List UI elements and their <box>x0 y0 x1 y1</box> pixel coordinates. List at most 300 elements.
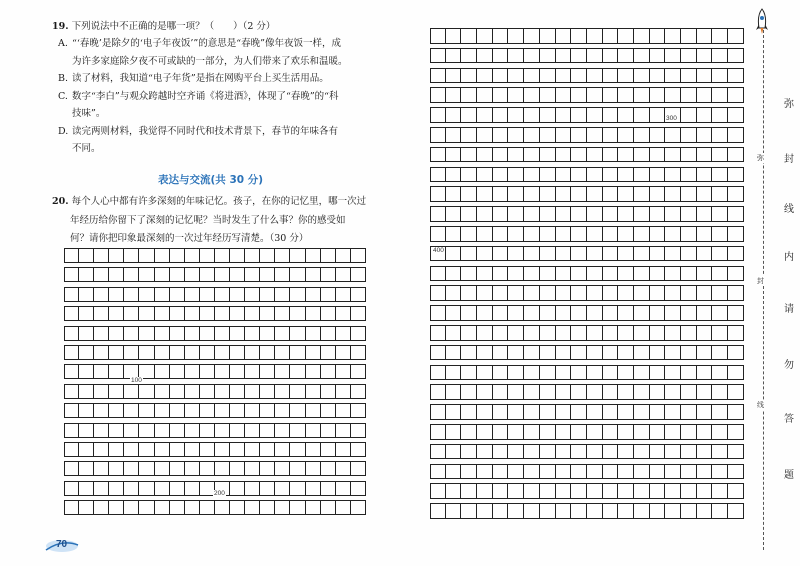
grid-cell[interactable] <box>170 481 185 496</box>
grid-cell[interactable] <box>728 464 744 480</box>
grid-cell[interactable] <box>603 424 619 440</box>
grid-cell[interactable] <box>109 326 124 341</box>
grid-cell[interactable] <box>230 461 245 476</box>
grid-cell[interactable] <box>306 248 321 263</box>
grid-cell[interactable] <box>109 423 124 438</box>
grid-cell[interactable] <box>650 68 666 84</box>
grid-cell[interactable] <box>728 147 744 163</box>
grid-cell[interactable] <box>712 384 728 400</box>
grid-cell[interactable] <box>493 167 509 183</box>
grid-cell[interactable] <box>139 306 154 321</box>
grid-cell[interactable] <box>200 345 215 360</box>
grid-cell[interactable] <box>306 345 321 360</box>
grid-cell[interactable] <box>556 68 572 84</box>
grid-cell[interactable] <box>477 483 493 499</box>
grid-cell[interactable] <box>200 364 215 379</box>
grid-cell[interactable] <box>215 403 230 418</box>
grid-cell[interactable] <box>321 345 336 360</box>
grid-cell[interactable] <box>634 345 650 361</box>
grid-cell[interactable] <box>139 384 154 399</box>
grid-cell[interactable] <box>508 404 524 420</box>
grid-cell[interactable] <box>681 206 697 222</box>
grid-cell[interactable] <box>587 503 603 519</box>
grid-cell[interactable] <box>321 481 336 496</box>
grid-cell[interactable] <box>200 403 215 418</box>
grid-cell[interactable] <box>650 483 666 499</box>
grid-cell[interactable] <box>634 48 650 64</box>
grid-cell[interactable] <box>139 423 154 438</box>
grid-cell[interactable] <box>200 248 215 263</box>
grid-cell[interactable] <box>712 424 728 440</box>
grid-cell[interactable] <box>587 266 603 282</box>
grid-cell[interactable] <box>461 127 477 143</box>
grid-cell[interactable] <box>634 464 650 480</box>
grid-cell[interactable] <box>446 464 462 480</box>
grid-cell[interactable] <box>618 68 634 84</box>
grid-cell[interactable] <box>728 127 744 143</box>
grid-cell[interactable] <box>185 326 200 341</box>
grid-cell[interactable] <box>170 500 185 515</box>
grid-cell[interactable] <box>587 48 603 64</box>
grid-cell[interactable] <box>571 28 587 44</box>
grid-cell[interactable] <box>430 87 446 103</box>
grid-cell[interactable] <box>587 483 603 499</box>
grid-cell[interactable] <box>430 424 446 440</box>
grid-cell[interactable] <box>155 267 170 282</box>
grid-cell[interactable] <box>697 305 713 321</box>
grid-cell[interactable] <box>556 48 572 64</box>
grid-cell[interactable] <box>94 461 109 476</box>
grid-cell[interactable] <box>665 325 681 341</box>
grid-cell[interactable] <box>430 206 446 222</box>
grid-cell[interactable] <box>524 464 540 480</box>
grid-cell[interactable] <box>524 503 540 519</box>
grid-cell[interactable] <box>603 384 619 400</box>
grid-cell[interactable] <box>200 423 215 438</box>
grid-cell[interactable] <box>430 285 446 301</box>
grid-cell[interactable] <box>540 226 556 242</box>
grid-cell[interactable] <box>665 28 681 44</box>
grid-cell[interactable] <box>290 384 305 399</box>
grid-cell[interactable] <box>508 266 524 282</box>
grid-cell[interactable] <box>697 325 713 341</box>
grid-cell[interactable] <box>336 364 351 379</box>
grid-cell[interactable] <box>587 226 603 242</box>
grid-cell[interactable] <box>634 87 650 103</box>
grid-cell[interactable] <box>508 325 524 341</box>
grid-cell[interactable] <box>215 423 230 438</box>
grid-cell[interactable] <box>697 48 713 64</box>
grid-cell[interactable] <box>697 186 713 202</box>
grid-cell[interactable] <box>351 287 366 302</box>
grid-cell[interactable] <box>681 28 697 44</box>
grid-cell[interactable] <box>587 167 603 183</box>
grid-cell[interactable] <box>524 246 540 262</box>
grid-cell[interactable] <box>665 365 681 381</box>
grid-cell[interactable] <box>493 464 509 480</box>
grid-cell[interactable] <box>290 423 305 438</box>
grid-cell[interactable] <box>618 266 634 282</box>
grid-cell[interactable] <box>650 365 666 381</box>
grid-cell[interactable] <box>461 226 477 242</box>
grid-cell[interactable] <box>260 306 275 321</box>
grid-cell[interactable] <box>665 246 681 262</box>
grid-cell[interactable] <box>64 287 79 302</box>
grid-cell[interactable] <box>697 503 713 519</box>
grid-cell[interactable] <box>461 384 477 400</box>
grid-cell[interactable] <box>446 285 462 301</box>
grid-cell[interactable] <box>556 186 572 202</box>
grid-cell[interactable] <box>650 464 666 480</box>
grid-cell[interactable] <box>79 345 94 360</box>
grid-cell[interactable] <box>170 248 185 263</box>
grid-cell[interactable] <box>587 147 603 163</box>
grid-cell[interactable] <box>603 483 619 499</box>
grid-cell[interactable] <box>728 404 744 420</box>
grid-cell[interactable] <box>109 403 124 418</box>
grid-cell[interactable] <box>230 442 245 457</box>
grid-cell[interactable] <box>650 226 666 242</box>
grid-cell[interactable] <box>681 48 697 64</box>
grid-cell[interactable] <box>446 483 462 499</box>
grid-cell[interactable] <box>540 246 556 262</box>
grid-cell[interactable] <box>556 384 572 400</box>
grid-cell[interactable] <box>508 285 524 301</box>
grid-cell[interactable] <box>306 287 321 302</box>
grid-cell[interactable] <box>155 384 170 399</box>
grid-cell[interactable] <box>446 127 462 143</box>
grid-cell[interactable] <box>430 68 446 84</box>
grid-cell[interactable] <box>571 345 587 361</box>
grid-cell[interactable] <box>477 28 493 44</box>
grid-cell[interactable] <box>728 266 744 282</box>
grid-cell[interactable] <box>64 364 79 379</box>
grid-cell[interactable] <box>681 285 697 301</box>
grid-cell[interactable] <box>665 87 681 103</box>
grid-cell[interactable] <box>155 306 170 321</box>
grid-cell[interactable] <box>139 442 154 457</box>
grid-cell[interactable] <box>306 403 321 418</box>
grid-cell[interactable] <box>79 326 94 341</box>
grid-cell[interactable] <box>603 167 619 183</box>
grid-cell[interactable] <box>94 481 109 496</box>
grid-cell[interactable] <box>446 87 462 103</box>
grid-cell[interactable] <box>665 127 681 143</box>
grid-cell[interactable] <box>306 306 321 321</box>
grid-cell[interactable] <box>571 404 587 420</box>
grid-cell[interactable] <box>64 423 79 438</box>
grid-cell[interactable] <box>155 345 170 360</box>
grid-cell[interactable] <box>124 461 139 476</box>
grid-cell[interactable] <box>712 48 728 64</box>
grid-cell[interactable] <box>650 305 666 321</box>
grid-cell[interactable] <box>446 444 462 460</box>
grid-cell[interactable] <box>64 461 79 476</box>
grid-cell[interactable] <box>712 167 728 183</box>
grid-cell[interactable] <box>540 107 556 123</box>
grid-cell[interactable] <box>245 326 260 341</box>
grid-cell[interactable] <box>461 305 477 321</box>
grid-cell[interactable] <box>321 442 336 457</box>
grid-cell[interactable] <box>260 423 275 438</box>
grid-cell[interactable] <box>477 68 493 84</box>
grid-cell[interactable] <box>508 384 524 400</box>
grid-cell[interactable] <box>618 107 634 123</box>
grid-cell[interactable] <box>681 464 697 480</box>
grid-cell[interactable] <box>493 266 509 282</box>
grid-cell[interactable] <box>336 248 351 263</box>
grid-cell[interactable] <box>461 483 477 499</box>
grid-cell[interactable] <box>508 127 524 143</box>
grid-cell[interactable] <box>245 287 260 302</box>
grid-cell[interactable] <box>524 345 540 361</box>
grid-cell[interactable] <box>109 306 124 321</box>
grid-cell[interactable] <box>712 266 728 282</box>
grid-cell[interactable] <box>275 345 290 360</box>
grid-cell[interactable] <box>556 424 572 440</box>
grid-cell[interactable] <box>524 365 540 381</box>
grid-cell[interactable] <box>290 287 305 302</box>
grid-cell[interactable] <box>306 481 321 496</box>
grid-cell[interactable] <box>94 423 109 438</box>
grid-cell[interactable] <box>245 481 260 496</box>
grid-cell[interactable] <box>681 305 697 321</box>
grid-cell[interactable] <box>712 483 728 499</box>
grid-cell[interactable] <box>697 464 713 480</box>
grid-cell[interactable] <box>618 186 634 202</box>
grid-cell[interactable] <box>697 365 713 381</box>
grid-cell[interactable] <box>571 424 587 440</box>
grid-cell[interactable] <box>493 28 509 44</box>
grid-cell[interactable] <box>461 167 477 183</box>
grid-cell[interactable] <box>665 503 681 519</box>
grid-cell[interactable] <box>351 306 366 321</box>
grid-cell[interactable] <box>64 500 79 515</box>
grid-cell[interactable] <box>728 444 744 460</box>
grid-cell[interactable] <box>650 127 666 143</box>
grid-cell[interactable] <box>139 500 154 515</box>
grid-cell[interactable] <box>728 503 744 519</box>
grid-cell[interactable] <box>728 167 744 183</box>
grid-cell[interactable] <box>634 285 650 301</box>
grid-cell[interactable] <box>79 364 94 379</box>
grid-cell[interactable] <box>540 186 556 202</box>
grid-cell[interactable] <box>508 206 524 222</box>
grid-cell[interactable] <box>650 147 666 163</box>
grid-cell[interactable] <box>245 403 260 418</box>
grid-cell[interactable] <box>477 206 493 222</box>
grid-cell[interactable] <box>508 48 524 64</box>
grid-cell[interactable] <box>230 248 245 263</box>
grid-cell[interactable] <box>571 246 587 262</box>
grid-cell[interactable] <box>79 442 94 457</box>
grid-cell[interactable] <box>185 248 200 263</box>
grid-cell[interactable] <box>712 186 728 202</box>
grid-cell[interactable] <box>634 68 650 84</box>
grid-cell[interactable] <box>170 442 185 457</box>
grid-cell[interactable] <box>603 365 619 381</box>
grid-cell[interactable] <box>712 226 728 242</box>
grid-cell[interactable] <box>477 464 493 480</box>
grid-cell[interactable] <box>571 483 587 499</box>
grid-cell[interactable] <box>245 345 260 360</box>
grid-cell[interactable] <box>665 404 681 420</box>
grid-cell[interactable] <box>461 206 477 222</box>
grid-cell[interactable] <box>321 248 336 263</box>
grid-cell[interactable] <box>461 424 477 440</box>
grid-cell[interactable] <box>524 285 540 301</box>
grid-cell[interactable] <box>94 442 109 457</box>
grid-cell[interactable] <box>230 384 245 399</box>
grid-cell[interactable] <box>230 364 245 379</box>
grid-cell[interactable] <box>665 285 681 301</box>
grid-cell[interactable] <box>260 500 275 515</box>
grid-cell[interactable] <box>508 483 524 499</box>
grid-cell[interactable] <box>64 442 79 457</box>
grid-cell[interactable] <box>336 403 351 418</box>
grid-cell[interactable] <box>587 345 603 361</box>
grid-cell[interactable] <box>556 365 572 381</box>
grid-cell[interactable] <box>728 483 744 499</box>
grid-cell[interactable] <box>336 267 351 282</box>
grid-cell[interactable] <box>245 267 260 282</box>
grid-cell[interactable] <box>230 306 245 321</box>
grid-cell[interactable] <box>200 500 215 515</box>
grid-cell[interactable] <box>665 186 681 202</box>
grid-cell[interactable] <box>634 147 650 163</box>
grid-cell[interactable] <box>540 345 556 361</box>
grid-cell[interactable] <box>155 461 170 476</box>
grid-cell[interactable] <box>477 365 493 381</box>
grid-cell[interactable] <box>477 404 493 420</box>
grid-cell[interactable] <box>477 87 493 103</box>
grid-cell[interactable] <box>321 500 336 515</box>
grid-cell[interactable] <box>728 68 744 84</box>
grid-cell[interactable] <box>618 285 634 301</box>
grid-cell[interactable] <box>634 365 650 381</box>
grid-cell[interactable] <box>430 464 446 480</box>
grid-cell[interactable] <box>681 186 697 202</box>
grid-cell[interactable] <box>618 127 634 143</box>
grid-cell[interactable] <box>477 345 493 361</box>
grid-cell[interactable] <box>79 461 94 476</box>
grid-cell[interactable] <box>681 503 697 519</box>
grid-cell[interactable] <box>461 87 477 103</box>
grid-cell[interactable] <box>650 87 666 103</box>
grid-cell[interactable] <box>697 147 713 163</box>
grid-cell[interactable] <box>155 287 170 302</box>
grid-cell[interactable] <box>321 403 336 418</box>
grid-cell[interactable] <box>587 285 603 301</box>
grid-cell[interactable] <box>665 384 681 400</box>
grid-cell[interactable] <box>665 226 681 242</box>
grid-cell[interactable] <box>461 503 477 519</box>
grid-cell[interactable] <box>477 266 493 282</box>
grid-cell[interactable] <box>556 305 572 321</box>
grid-cell[interactable] <box>477 167 493 183</box>
grid-cell[interactable] <box>461 345 477 361</box>
grid-cell[interactable] <box>155 481 170 496</box>
grid-cell[interactable] <box>94 364 109 379</box>
grid-cell[interactable] <box>540 206 556 222</box>
grid-cell[interactable] <box>634 424 650 440</box>
grid-cell[interactable] <box>215 442 230 457</box>
grid-cell[interactable] <box>665 424 681 440</box>
grid-cell[interactable] <box>446 68 462 84</box>
grid-cell[interactable] <box>275 423 290 438</box>
grid-cell[interactable] <box>230 326 245 341</box>
grid-cell[interactable] <box>540 147 556 163</box>
grid-cell[interactable] <box>728 48 744 64</box>
grid-cell[interactable] <box>351 364 366 379</box>
grid-cell[interactable] <box>430 404 446 420</box>
grid-cell[interactable] <box>603 28 619 44</box>
grid-cell[interactable] <box>290 403 305 418</box>
grid-cell[interactable] <box>540 464 556 480</box>
grid-cell[interactable] <box>571 147 587 163</box>
grid-cell[interactable] <box>446 48 462 64</box>
grid-cell[interactable] <box>477 325 493 341</box>
grid-cell[interactable] <box>245 461 260 476</box>
grid-cell[interactable] <box>697 68 713 84</box>
grid-cell[interactable] <box>540 28 556 44</box>
writing-grid-right[interactable] <box>430 28 744 518</box>
grid-cell[interactable] <box>665 48 681 64</box>
grid-cell[interactable] <box>260 326 275 341</box>
grid-cell[interactable] <box>650 107 666 123</box>
grid-cell[interactable] <box>306 384 321 399</box>
grid-cell[interactable] <box>603 87 619 103</box>
grid-cell[interactable] <box>351 384 366 399</box>
grid-cell[interactable] <box>728 87 744 103</box>
grid-cell[interactable] <box>681 127 697 143</box>
grid-cell[interactable] <box>336 345 351 360</box>
grid-cell[interactable] <box>79 287 94 302</box>
grid-cell[interactable] <box>446 28 462 44</box>
grid-cell[interactable] <box>524 424 540 440</box>
grid-cell[interactable] <box>493 48 509 64</box>
grid-cell[interactable] <box>697 107 713 123</box>
grid-cell[interactable] <box>493 325 509 341</box>
grid-cell[interactable] <box>245 248 260 263</box>
grid-cell[interactable] <box>508 68 524 84</box>
grid-cell[interactable] <box>571 127 587 143</box>
grid-cell[interactable] <box>728 285 744 301</box>
grid-cell[interactable] <box>697 345 713 361</box>
grid-cell[interactable] <box>430 444 446 460</box>
grid-cell[interactable] <box>618 147 634 163</box>
grid-cell[interactable] <box>508 345 524 361</box>
grid-cell[interactable] <box>430 305 446 321</box>
grid-cell[interactable] <box>603 404 619 420</box>
grid-cell[interactable] <box>139 287 154 302</box>
grid-cell[interactable] <box>650 404 666 420</box>
grid-cell[interactable] <box>446 365 462 381</box>
grid-cell[interactable] <box>230 423 245 438</box>
grid-cell[interactable] <box>634 206 650 222</box>
grid-cell[interactable] <box>336 442 351 457</box>
grid-cell[interactable] <box>461 107 477 123</box>
grid-cell[interactable] <box>245 384 260 399</box>
grid-cell[interactable] <box>461 68 477 84</box>
grid-cell[interactable] <box>170 461 185 476</box>
grid-cell[interactable] <box>461 246 477 262</box>
grid-cell[interactable] <box>230 287 245 302</box>
grid-cell[interactable] <box>446 503 462 519</box>
grid-cell[interactable] <box>275 287 290 302</box>
grid-cell[interactable] <box>94 306 109 321</box>
grid-cell[interactable] <box>540 48 556 64</box>
